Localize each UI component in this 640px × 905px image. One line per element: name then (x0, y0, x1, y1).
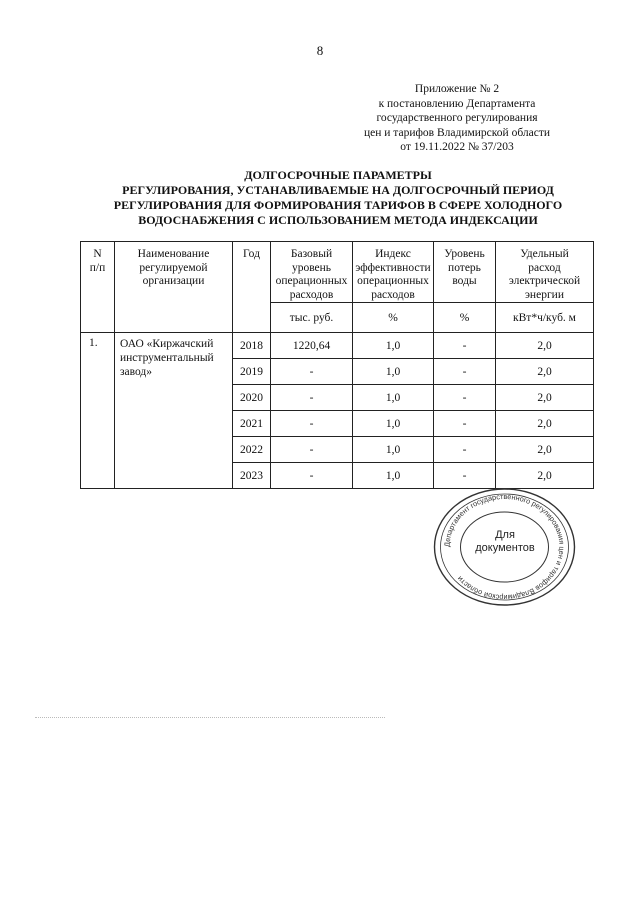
header-year (233, 242, 271, 303)
header-energy (496, 242, 594, 303)
org-name-line: завод» (120, 366, 153, 378)
header-text: п/п (89, 261, 106, 274)
cell-loss: - (434, 411, 496, 437)
document-title (100, 168, 576, 228)
cell-base: - (271, 359, 353, 385)
organization-name (115, 333, 233, 489)
appendix-date: от 19.11.2022 № 37/203 (400, 141, 514, 153)
cell-energy: 2,0 (496, 411, 594, 437)
header-text: расходов (371, 288, 415, 301)
cell-energy: 2,0 (496, 437, 594, 463)
stamp-label-line: документов (475, 542, 535, 554)
cell-loss: - (434, 463, 496, 489)
header-num (81, 242, 115, 303)
cell-loss: - (434, 333, 496, 359)
header-text: Базовый (290, 248, 333, 260)
header-org (115, 242, 233, 303)
table-units-row (81, 303, 594, 333)
stamp-label-line: Для (495, 529, 515, 541)
title-line: РЕГУЛИРОВАНИЯ, УСТАНАВЛИВАЕМЫЕ НА ДОЛГОСРОЧНЫЙ ПЕРИОД (122, 183, 554, 197)
parameters-table (80, 241, 594, 489)
header-text: Уровень (444, 248, 485, 260)
header-text: эффективности (355, 261, 431, 274)
header-text: энергии (525, 288, 564, 301)
appendix-line: к постановлению Департамента (378, 97, 536, 110)
appendix-header (342, 82, 572, 155)
appendix-line: цен и тарифов Владимирской области (363, 126, 551, 139)
cell-base: - (271, 385, 353, 411)
cell-index: 1,0 (353, 333, 434, 359)
title-line: ДОЛГОСРОЧНЫЕ ПАРАМЕТРЫ (244, 168, 432, 182)
cell-year: 2020 (233, 385, 271, 411)
title-line: ВОДОСНАБЖЕНИЯ С ИСПОЛЬЗОВАНИЕМ МЕТОДА ИНДЕКСАЦИИ (138, 213, 538, 227)
unit-loss: % (434, 303, 496, 333)
cell-index: 1,0 (353, 359, 434, 385)
header-loss (434, 242, 496, 303)
header-text: электрической (508, 275, 581, 287)
header-text: операционных (357, 275, 429, 287)
cell-index: 1,0 (353, 385, 434, 411)
cell-index: 1,0 (353, 463, 434, 489)
header-text: потерь (448, 261, 481, 274)
table-header-row (81, 242, 594, 303)
unit-index: % (353, 303, 434, 333)
units-empty (115, 303, 233, 333)
cell-base: - (271, 463, 353, 489)
cell-loss: - (434, 437, 496, 463)
cell-base: - (271, 437, 353, 463)
cell-year: 2019 (233, 359, 271, 385)
cell-base: - (271, 411, 353, 437)
cell-year: 2022 (233, 437, 271, 463)
title-line: РЕГУЛИРОВАНИЯ ДЛЯ ФОРМИРОВАНИЯ ТАРИФОВ В СФЕРЕ ХОЛОДНОГО (113, 198, 563, 212)
stamp-ring-text: Департамент государственного регулирования цен и тарифов Владимирской области (442, 491, 567, 603)
header-index (353, 242, 434, 303)
units-empty (81, 303, 115, 333)
cell-energy: 2,0 (496, 463, 594, 489)
header-text: расход (528, 261, 561, 274)
stamp-label (470, 529, 540, 555)
cell-energy: 2,0 (496, 359, 594, 385)
header-text: расходов (289, 288, 334, 301)
header-text: уровень (291, 261, 332, 274)
table-row (81, 333, 594, 359)
cell-base: 1220,64 (271, 333, 353, 359)
header-text: организации (142, 275, 205, 287)
header-text: Наименование (137, 248, 210, 260)
header-text: воды (452, 275, 477, 287)
appendix-title: Приложение № 2 (414, 83, 500, 95)
scan-artifact-line (35, 717, 385, 718)
official-stamp (432, 487, 577, 607)
units-empty (233, 303, 271, 333)
cell-index: 1,0 (353, 437, 434, 463)
header-text: операционных (275, 275, 348, 287)
header-text: Удельный (520, 248, 569, 260)
unit-energy: кВт*ч/куб. м (496, 303, 594, 333)
org-name-line: инструментальный (120, 352, 214, 364)
header-text: N (93, 248, 102, 260)
cell-year: 2023 (233, 463, 271, 489)
header-text: Год (243, 248, 260, 260)
unit-base: тыс. руб. (271, 303, 353, 333)
header-text: Индекс (375, 248, 411, 260)
header-base (271, 242, 353, 303)
cell-year: 2018 (233, 333, 271, 359)
cell-energy: 2,0 (496, 333, 594, 359)
page-number: 8 (316, 43, 324, 58)
row-number: 1. (81, 333, 115, 489)
cell-index: 1,0 (353, 411, 434, 437)
cell-loss: - (434, 385, 496, 411)
cell-loss: - (434, 359, 496, 385)
cell-year: 2021 (233, 411, 271, 437)
header-text: регулируемой (139, 261, 208, 274)
org-name-line: ОАО «Киржачский (120, 338, 214, 350)
cell-energy: 2,0 (496, 385, 594, 411)
appendix-line: государственного регулирования (376, 112, 538, 124)
